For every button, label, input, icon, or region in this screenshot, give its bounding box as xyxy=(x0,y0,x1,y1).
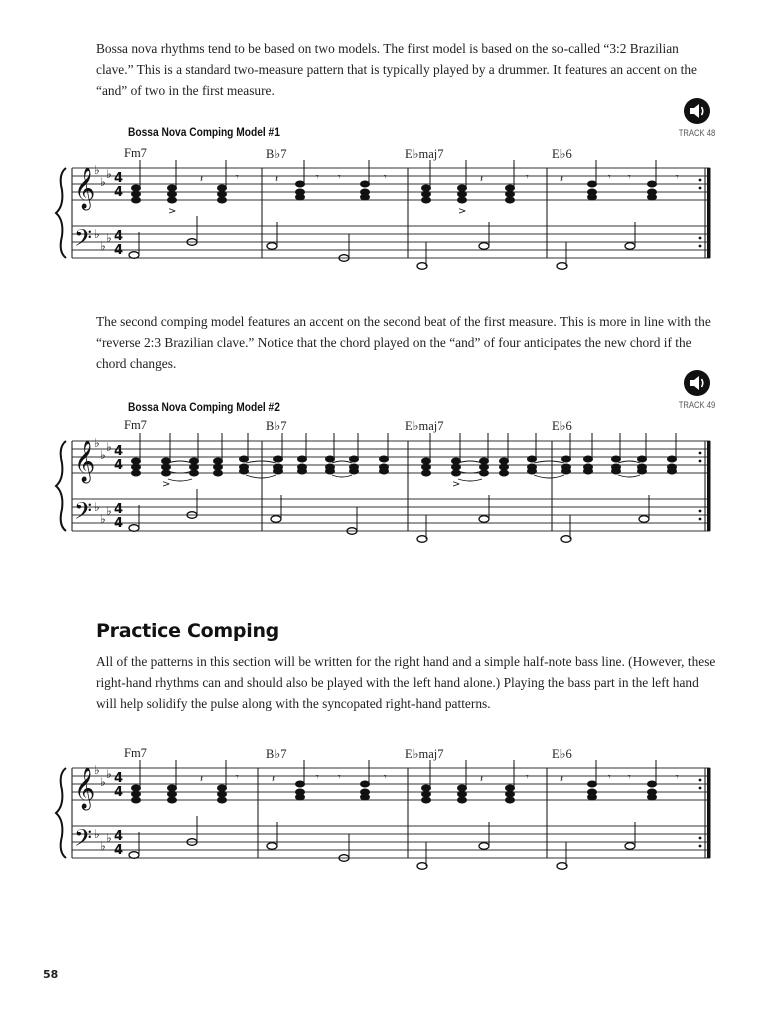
example-title: Bossa Nova Comping Model #2 xyxy=(128,400,280,414)
chord-symbol: Fm7 xyxy=(124,418,147,432)
svg-text:♭: ♭ xyxy=(106,231,112,245)
chord-symbol: Fm7 xyxy=(124,746,147,760)
svg-text:♭: ♭ xyxy=(106,767,112,781)
svg-text:♭: ♭ xyxy=(94,763,100,777)
svg-text:♭: ♭ xyxy=(100,775,106,789)
svg-text:𝄽: 𝄽 xyxy=(272,774,276,785)
svg-text:♭: ♭ xyxy=(106,167,112,181)
svg-text:𝄾: 𝄾 xyxy=(338,772,341,783)
section-heading: Practice Comping xyxy=(96,620,279,642)
svg-text:♭: ♭ xyxy=(94,827,100,841)
chord-symbol: E♭maj7 xyxy=(405,147,444,161)
chord-symbol: Fm7 xyxy=(124,146,147,160)
svg-text:𝄢: 𝄢 xyxy=(74,224,93,257)
chord-symbol: E♭6 xyxy=(552,747,572,761)
svg-text:>: > xyxy=(458,206,467,217)
svg-text:>: > xyxy=(452,479,461,490)
music-staff-system-1 xyxy=(0,160,768,290)
svg-text:♭: ♭ xyxy=(94,227,100,241)
svg-text:4: 4 xyxy=(114,171,124,186)
music-staff-system-3 xyxy=(0,760,768,890)
svg-text:𝄾: 𝄾 xyxy=(608,772,611,783)
svg-text:4: 4 xyxy=(114,502,124,517)
chord-symbol: E♭6 xyxy=(552,147,572,161)
svg-text:𝄾: 𝄾 xyxy=(316,772,319,783)
svg-text:𝄾: 𝄾 xyxy=(384,772,387,783)
svg-text:>: > xyxy=(162,479,171,490)
svg-text:𝄾: 𝄾 xyxy=(526,772,529,783)
svg-text:♭: ♭ xyxy=(106,440,112,454)
svg-text:𝄽: 𝄽 xyxy=(560,174,564,185)
svg-text:4: 4 xyxy=(114,829,124,844)
svg-text:𝄾: 𝄾 xyxy=(384,172,387,183)
svg-text:𝄢: 𝄢 xyxy=(74,824,93,857)
chord-symbol: B♭7 xyxy=(266,747,287,761)
svg-text:𝄞: 𝄞 xyxy=(74,168,96,209)
svg-text:𝄽: 𝄽 xyxy=(275,174,279,185)
svg-text:𝄾: 𝄾 xyxy=(316,172,319,183)
svg-text:4: 4 xyxy=(114,771,124,786)
svg-text:𝄾: 𝄾 xyxy=(236,172,239,183)
chord-symbol: E♭maj7 xyxy=(405,419,444,433)
chord-symbol: E♭6 xyxy=(552,419,572,433)
svg-text:4: 4 xyxy=(114,229,124,244)
svg-text:4: 4 xyxy=(114,444,124,459)
svg-text:♭: ♭ xyxy=(106,504,112,518)
practice-paragraph: All of the patterns in this section will be written for the right hand and a simple half-note bass line. (However, these right-hand rhythms can and should also be played with the left hand alone.) Playing the bass part in the left hand will help solidify the pulse along with the syncopated right-hand patterns. xyxy=(96,654,716,711)
svg-text:𝄢: 𝄢 xyxy=(74,497,93,530)
svg-text:𝄾: 𝄾 xyxy=(628,172,631,183)
svg-text:𝄾: 𝄾 xyxy=(676,772,679,783)
chord-symbol: B♭7 xyxy=(266,147,287,161)
svg-text:𝄞: 𝄞 xyxy=(74,768,96,809)
svg-text:𝄾: 𝄾 xyxy=(628,772,631,783)
example-title: Bossa Nova Comping Model #1 xyxy=(128,125,280,139)
svg-text:4: 4 xyxy=(114,785,124,800)
svg-text:𝄞: 𝄞 xyxy=(74,441,96,482)
svg-text:4: 4 xyxy=(114,516,124,531)
svg-text:♭: ♭ xyxy=(106,831,112,845)
track-label: TRACK 49 xyxy=(678,400,716,410)
svg-text:𝄽: 𝄽 xyxy=(480,174,484,185)
svg-text:𝄾: 𝄾 xyxy=(338,172,341,183)
svg-text:>: > xyxy=(168,206,177,217)
intro-paragraph: Bossa nova rhythms tend to be based on two models. The first model is based on the so-called “3:2 Brazilian clave.” This is a standard two-measure pattern that is typically played by a drummer. It features an accent on the “and” of two in the first measure. xyxy=(96,41,697,98)
svg-text:4: 4 xyxy=(114,243,124,258)
svg-text:♭: ♭ xyxy=(100,239,106,253)
svg-text:♭: ♭ xyxy=(100,839,106,853)
track-label: TRACK 48 xyxy=(678,128,716,138)
svg-text:♭: ♭ xyxy=(100,448,106,462)
svg-text:𝄾: 𝄾 xyxy=(676,172,679,183)
svg-text:♭: ♭ xyxy=(94,163,100,177)
svg-text:𝄾: 𝄾 xyxy=(526,172,529,183)
chord-symbol: B♭7 xyxy=(266,419,287,433)
svg-text:4: 4 xyxy=(114,458,124,473)
model-2-paragraph: The second comping model features an accent on the second beat of the first measure. This is more in line with the “reverse 2:3 Brazilian clave.” Notice that the chord played on the “and” of four anticipates the new chord if the chord changes. xyxy=(96,314,711,371)
svg-text:♭: ♭ xyxy=(100,175,106,189)
svg-text:𝄽: 𝄽 xyxy=(480,774,484,785)
svg-text:4: 4 xyxy=(114,843,124,858)
svg-text:𝄽: 𝄽 xyxy=(200,174,204,185)
track-49-button[interactable] xyxy=(672,370,722,410)
svg-text:𝄾: 𝄾 xyxy=(236,772,239,783)
chord-symbol: E♭maj7 xyxy=(405,747,444,761)
page-number: 58 xyxy=(43,968,59,981)
music-staff-system-2 xyxy=(0,433,768,563)
svg-text:𝄽: 𝄽 xyxy=(560,774,564,785)
speaker-icon xyxy=(684,98,710,124)
svg-text:♭: ♭ xyxy=(100,512,106,526)
track-48-button[interactable] xyxy=(672,98,722,138)
svg-text:♭: ♭ xyxy=(94,436,100,450)
speaker-icon xyxy=(684,370,710,396)
svg-text:♭: ♭ xyxy=(94,500,100,514)
svg-text:𝄾: 𝄾 xyxy=(608,172,611,183)
svg-text:4: 4 xyxy=(114,185,124,200)
svg-text:𝄽: 𝄽 xyxy=(200,774,204,785)
